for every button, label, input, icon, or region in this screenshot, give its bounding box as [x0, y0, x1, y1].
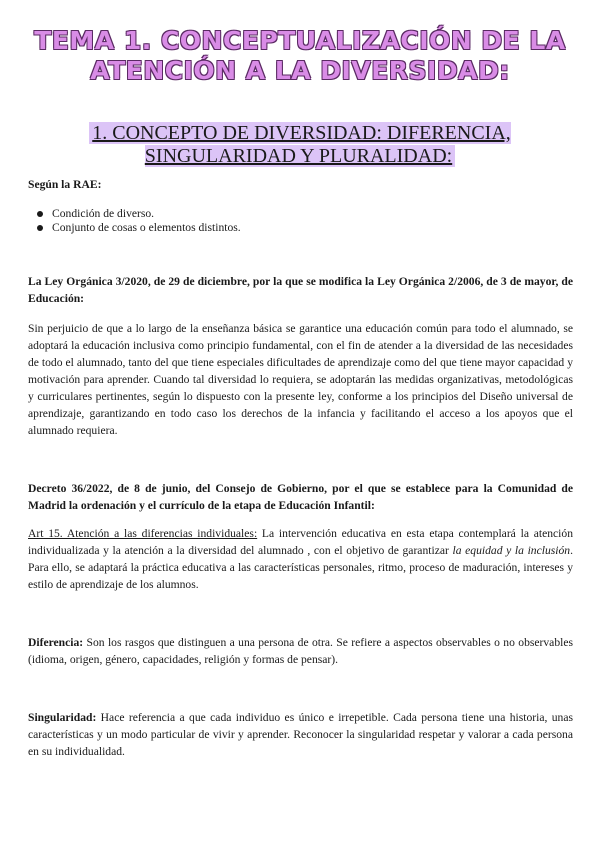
bullet-icon: [37, 211, 43, 217]
rae-label: Según la RAE:: [28, 178, 102, 191]
diferencia-text: Son los rasgos que distinguen a una persona de otra. Se refiere a aspectos observables o no observables (idioma, origen, género, capacidades, religión y formas de pensar).: [28, 636, 573, 666]
decreto-text: [28, 525, 573, 593]
decreto-text-italic: la equidad y la inclusión: [452, 544, 571, 557]
singularidad-text: Hace referencia a que cada individuo es único e irrepetible. Cada persona tiene una historia, unas características y un modo particular de vivir y aprender. Reconocer la singularidad respetar y valorar a cada persona en su individualidad.: [28, 711, 573, 758]
rae-section: [28, 176, 573, 235]
page-title: TEMA 1. CONCEPTUALIZACIÓN DE LA ATENCIÓN A LA DIVERSIDAD:: [34, 26, 566, 85]
decreto-text-b: . Para ello, se adaptará la práctica educativa a las características personales, ritmo, proceso de maduración, intereses y estilo de aprendizaje de los alumnos.: [28, 544, 573, 591]
decreto-text-a: La intervención educativa en esta etapa contemplará la atención individualizada y la atención a la diversidad del alumnado , con el objetivo de garantizar: [28, 527, 573, 557]
bullet-icon: [37, 225, 43, 231]
article-label: Art 15. Atención a las diferencias individuales:: [28, 527, 258, 540]
diferencia-paragraph: [28, 634, 573, 668]
decreto-heading: Decreto 36/2022, de 8 de junio, del Consejo de Gobierno, por el que se establece para la Comunidad de Madrid la ordenación y el currículo de la etapa de Educación Infantil:: [28, 482, 573, 512]
rae-list: [28, 207, 573, 235]
list-item-text: Condición de diverso.: [52, 207, 155, 220]
ley-heading: La Ley Orgánica 3/2020, de 29 de diciembre, por la que se modifica la Ley Orgánica 2/2006, de 3 de mayor, de Educación:: [28, 275, 573, 305]
diferencia-term: Diferencia:: [28, 636, 84, 649]
list-item: [28, 221, 573, 235]
list-item-text: Conjunto de cosas o elementos distintos.: [52, 221, 241, 234]
section-heading: [40, 122, 560, 168]
singularidad-paragraph: [28, 709, 573, 760]
list-item: [28, 207, 573, 221]
singularidad-term: Singularidad:: [28, 711, 97, 724]
section-heading-text: 1. CONCEPTO DE DIVERSIDAD: DIFERENCIA, SINGULARIDAD Y PLURALIDAD:: [89, 122, 511, 167]
ley-text: Sin perjuicio de que a lo largo de la enseñanza básica se garantice una educación común para todo el alumnado, se adoptará la educación inclusiva como principio fundamental, con el fin de atender a la diversidad de las necesidades de todo el alumnado, tanto del que tiene especiales dificultades de aprendizaje como del que tiene mayor capacidad y motivación para aprender. Cuando tal diversidad lo requiera, se adoptarán las medidas organizativas, metodológicas y curriculares pertinentes, según lo dispuesto con la presente ley, conforme a los principios del Diseño universal de aprendizaje, garantizando en todo caso los derechos de la infancia y facilitando el acceso a los apoyos que el alumnado requiera.: [28, 322, 573, 437]
